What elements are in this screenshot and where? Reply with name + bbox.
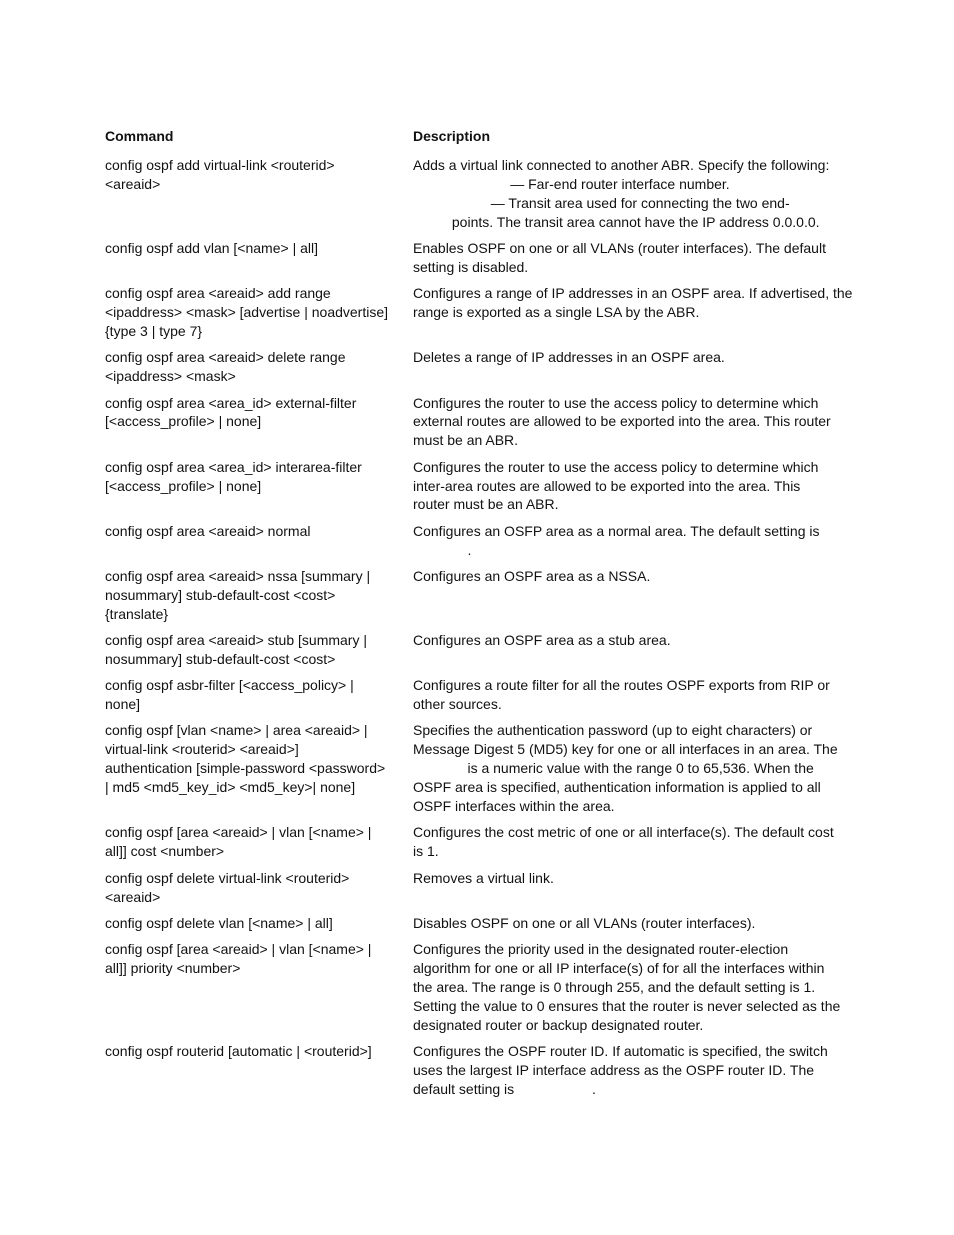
description-cell (413, 631, 865, 669)
table-row (105, 394, 865, 451)
description-cell (413, 239, 865, 277)
command-text: [<access_profile> | none] (105, 477, 262, 494)
description-text: Configures an OSFP area as a normal area. The default setting is (413, 522, 820, 539)
table-row (105, 721, 865, 816)
table-row (105, 914, 865, 933)
description-cell (413, 394, 865, 451)
command-text: config ospf [vlan <name> | area <areaid> | (105, 722, 368, 739)
table-row (105, 239, 865, 277)
description-text: other sources. (413, 696, 502, 713)
command-text: config ospf [area <areaid> | vlan [<name> | (105, 824, 372, 841)
command-text: all]] priority <number> (105, 960, 241, 976)
table-row (105, 631, 865, 669)
description-text: Enables OSPF on one or all VLANs (router interfaces). The default (413, 240, 826, 257)
command-text: config ospf area <areaid> normal (105, 522, 311, 539)
command-table (105, 127, 865, 1106)
description-cell (413, 869, 865, 907)
command-cell (105, 156, 413, 232)
command-text: {type 3 | type 7} (105, 323, 203, 340)
command-text: nosummary] stub-default-cost <cost> (105, 586, 336, 603)
table-row (105, 1042, 865, 1099)
description-text: Adds a virtual link connected to another ABR. Specify the following: (413, 157, 830, 173)
description-text: external routes are allowed to be exported into the area. This router (413, 413, 831, 430)
table-row (105, 348, 865, 386)
description-text: Configures an OSPF area as a stub area. (413, 632, 671, 649)
description-text: Configures the OSPF router ID. If automatic is specified, the switch (413, 1043, 828, 1060)
description-text: inter-area routes are allowed to be exported into the area. This (413, 477, 801, 494)
table-row (105, 567, 865, 624)
description-text: Configures the cost metric of one or all interface(s). The default cost (413, 824, 834, 841)
description-cell (413, 721, 865, 816)
description-cell (413, 567, 865, 624)
table-row (105, 156, 865, 232)
command-cell (105, 458, 413, 515)
description-text: designated router or backup designated router. (413, 1016, 704, 1033)
description-cell (413, 940, 865, 1035)
command-text: config ospf area <area_id> interarea-filter (105, 458, 362, 475)
command-text: [<access_profile> | none] (105, 413, 262, 430)
description-text: default setting is . (413, 1080, 596, 1097)
command-cell (105, 239, 413, 277)
description-column-header: Description (413, 128, 491, 144)
table-body (105, 156, 865, 1099)
table-row (105, 940, 865, 1035)
command-cell (105, 1042, 413, 1099)
command-cell (105, 522, 413, 560)
command-text: nosummary] stub-default-cost <cost> (105, 650, 336, 667)
table-row (105, 284, 865, 341)
description-text: the area. The range is 0 through 255, and the default setting is 1. (413, 978, 816, 995)
command-text: config ospf add virtual-link <routerid> (105, 157, 335, 173)
description-text: uses the largest IP interface address as the OSPF router ID. The (413, 1061, 815, 1078)
description-text: . (413, 541, 472, 558)
command-cell (105, 914, 413, 933)
description-text: must be an ABR. (413, 432, 519, 449)
command-text: all]] cost <number> (105, 843, 225, 860)
command-text: virtual-link <routerid> <areaid>] (105, 741, 299, 758)
description-cell (413, 1042, 865, 1099)
description-text: Configures an OSPF area as a NSSA. (413, 567, 651, 584)
description-text: Deletes a range of IP addresses in an OSPF area. (413, 349, 725, 366)
description-cell (413, 156, 865, 232)
table-row (105, 676, 865, 714)
description-text: OSPF area is specified, authentication information is applied to all (413, 779, 821, 796)
table-row (105, 869, 865, 907)
description-text: Removes a virtual link. (413, 869, 554, 886)
command-cell (105, 394, 413, 451)
description-text: points. The transit area cannot have the IP address 0.0.0.0. (413, 213, 820, 230)
description-text: Specifies the authentication password (up to eight characters) or (413, 722, 813, 739)
description-cell (413, 676, 865, 714)
command-text: config ospf area <area_id> external-filter (105, 394, 357, 411)
command-cell (105, 869, 413, 907)
command-cell (105, 284, 413, 341)
table-row (105, 823, 865, 861)
command-cell (105, 721, 413, 816)
command-cell (105, 823, 413, 861)
command-column-header: Command (105, 128, 174, 144)
command-text: | md5 <md5_key_id> <md5_key>| none] (105, 779, 356, 796)
command-text: config ospf routerid [automatic | <routerid>] (105, 1043, 372, 1060)
description-text: Setting the value to 0 ensures that the router is never selected as the (413, 997, 841, 1014)
description-text: — Far-end router interface number. (413, 175, 730, 192)
description-text: Disables OSPF on one or all VLANs (router interfaces). (413, 914, 756, 931)
description-text: range is exported as a single LSA by the ABR. (413, 304, 700, 321)
description-cell (413, 522, 865, 560)
command-text: config ospf add vlan [<name> | all] (105, 240, 318, 257)
command-cell (105, 940, 413, 1035)
command-text: config ospf area <areaid> stub [summary | (105, 632, 367, 649)
command-cell (105, 567, 413, 624)
description-cell (413, 823, 865, 861)
description-text: algorithm for one or all IP interface(s) of for all the interfaces within (413, 960, 825, 976)
description-cell (413, 284, 865, 341)
description-text: Configures the router to use the access policy to determine which (413, 394, 819, 411)
description-text: Configures a range of IP addresses in an OSPF area. If advertised, the (413, 285, 853, 302)
command-text: authentication [simple-password <password> (105, 760, 386, 777)
command-text: <ipaddress> <mask> [advertise | noadvertise] (105, 304, 389, 321)
table-row (105, 522, 865, 560)
command-cell (105, 676, 413, 714)
command-text: <areaid> (105, 888, 161, 905)
command-text: config ospf area <areaid> add range (105, 285, 331, 302)
description-cell (413, 458, 865, 515)
description-text: setting is disabled. (413, 258, 529, 275)
command-cell (105, 631, 413, 669)
command-text: config ospf delete vlan [<name> | all] (105, 914, 333, 931)
description-text: Configures the router to use the access policy to determine which (413, 458, 819, 475)
command-text: config ospf [area <areaid> | vlan [<name> | (105, 941, 372, 958)
description-text: — Transit area used for connecting the two end- (413, 194, 790, 211)
command-text: config ospf area <areaid> nssa [summary | (105, 567, 371, 584)
command-text: <areaid> (105, 175, 161, 192)
description-cell (413, 348, 865, 386)
command-text: config ospf area <areaid> delete range (105, 349, 346, 366)
table-header (105, 127, 865, 156)
command-cell (105, 348, 413, 386)
command-text: {translate} (105, 605, 169, 622)
description-text: is a numeric value with the range 0 to 65,536. When the (413, 760, 814, 777)
description-text: router must be an ABR. (413, 496, 559, 513)
description-text: Configures the priority used in the designated router-election (413, 941, 789, 958)
command-text: config ospf asbr-filter [<access_policy> | (105, 677, 354, 694)
description-text: Configures a route filter for all the routes OSPF exports from RIP or (413, 677, 830, 694)
command-text: none] (105, 696, 141, 713)
description-text: OSPF interfaces within the area. (413, 798, 615, 815)
description-text: is 1. (413, 843, 439, 860)
table-row (105, 458, 865, 515)
description-text: Message Digest 5 (MD5) key for one or all interfaces in an area. The (413, 741, 838, 758)
command-text: <ipaddress> <mask> (105, 368, 236, 385)
command-text: config ospf delete virtual-link <routerid> (105, 869, 350, 886)
description-cell (413, 914, 865, 933)
